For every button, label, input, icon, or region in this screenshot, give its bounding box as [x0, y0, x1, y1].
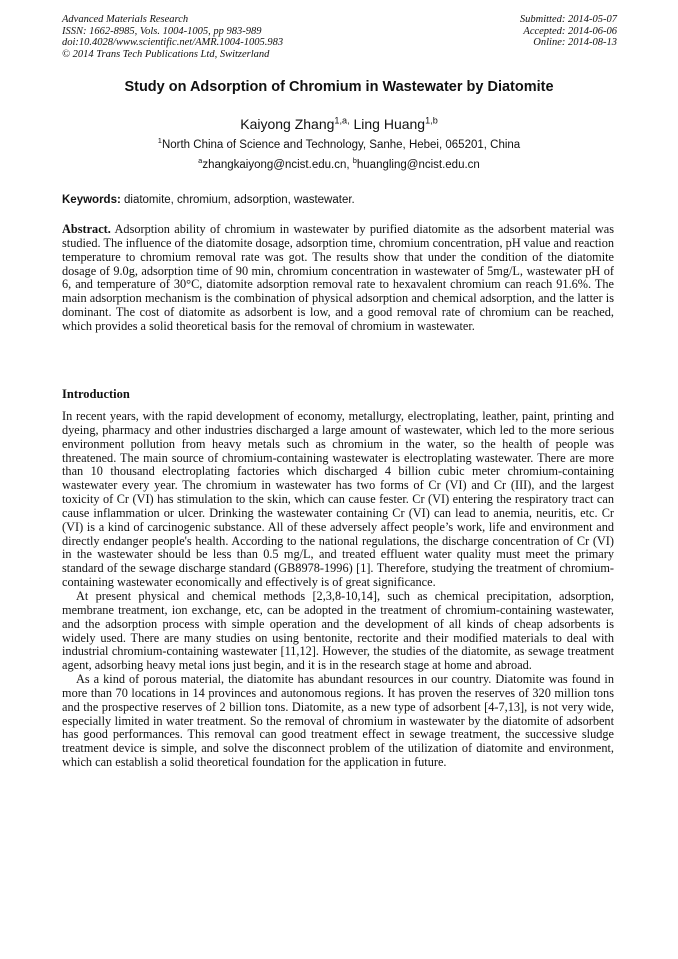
journal-copyright: © 2014 Trans Tech Publications Ltd, Switzerland: [62, 48, 270, 60]
keywords-label: Keywords:: [62, 194, 121, 206]
paragraph: At present physical and chemical methods [2,3,8-10,14], such as chemical precipitation, adsorption, membrane treatment, ion exchange, etc, can be adopted in the treatment of chromium-containing wastewater, and the adsorption process with simple operation and the development of all kinds of cheap adsorbents is widely used. There are many studies on using bentonite, rectorite and their modified materials to deal with industrial chromium-containing wastewater [11,12]. However, the studies of the diatomite, as sewage treatment agent, adsorbing heavy metal ions just begin, and it is in the research stage at home and abroad.: [62, 588, 614, 673]
abstract: [62, 223, 614, 334]
author-name: Ling Huang: [353, 116, 426, 132]
submission-dates: [520, 14, 617, 49]
author-affiliation-mark: 1,b: [425, 115, 438, 126]
journal-name: Advanced Materials Research: [62, 14, 189, 25]
email-link[interactable]: huangling@ncist.edu.cn: [356, 159, 480, 171]
journal-info: [62, 14, 283, 60]
abstract-text: Adsorption ability of chromium in wastewater by purified diatomite as the adsorbent material was studied. The influence of the diatomite dosage, adsorption time, chromium concentration, pH value and reaction temperature to chromium removal rate was got. The results show that under the condition of the diatomite dosage of 9.0g, adsorption time of 90 min, chromium concentration in wastewater of 5mg/L, wastewater pH of 6, and temperature of 30°C, diatomite adsorption removal rate to hexavalent chromium can reach 91.6%. The main adsorption mechanism is the combination of physical adsorption and chemical adsorption, and the latter is dominant. The cost of diatomite as adsorbent is low, and a good removal rate of chromium can be reached, which provides a solid theoretical basis for the removal of chromium in wastewater.: [62, 222, 614, 333]
journal-doi: doi:10.4028/www.scientific.net/AMR.1004-1005.983: [62, 37, 284, 48]
paragraph: As a kind of porous material, the diatomite has abundant resources in our country. Diatomite was found in more than 70 locations in 14 provinces and autonomous regions. It has proven the reserves of 320 million tons and the prospective reserves of 2 billion tons. Diatomite, as a new type of adsorbent [4-7,13], is not very wide, especially limited in water treatment. So the removal of chromium in wastewater by the diatomite of adsorbent has good performances. This removal can good treatment effect in sewage treatment, the successive sludge treatment device is simple, and solve the disconnect problem of the utilization of diatomite and environment, which can establish a solid theoretical foundation for the application in future.: [62, 672, 614, 770]
paper-title: Study on Adsorption of Chromium in Wastewater by Diatomite: [124, 79, 554, 95]
email-list: $^a$zhangkaiyong@ncist.edu.cn, $^b$huangling@ncist.edu.cn: [198, 156, 480, 171]
section-heading: Introduction: [62, 387, 130, 401]
abstract-label: Abstract.: [62, 222, 111, 236]
submitted-date: Submitted: 2014-05-07: [519, 14, 617, 25]
email-mark: b: [352, 156, 357, 166]
keywords-text: diatomite, chromium, adsorption, wastewater.: [124, 194, 355, 206]
affiliation-mark: 1: [157, 136, 162, 146]
journal-issn: ISSN: 1662-8985, Vols. 1004-1005, pp 983-989: [62, 25, 262, 37]
paragraph: In recent years, with the rapid development of economy, metallurgy, electroplating, leather, paint, printing and dyeing, pharmacy and other industries discharged a large amount of wastewater, which led to the more serious environment pollution from heavy metals such as chromium in the water, so the health of people was threatened. The main source of chromium-containing wastewater is electroplating wastewater. There are more than 10 thousand electroplating factories which discharged 4 billion cubic meter chromium-containing wastewater every year. The chromium in wastewater has two forms of Cr (VI) and Cr (III), and the largest toxicity of Cr (VI) has stimulation to the skin, which can cause fester. Cr (VI) entering the respiratory tract can cause inflammation or ulcer. Drinking the wastewater containing Cr (VI) can lead to anemia, neuritis, etc. Cr (VI) is a kind of carcinogenic substance. All of these adversely affect people’s work, life and environment and directly endanger people's health. According to the national regulations, the discharge concentration of Cr (VI) in the wastewater should be less than 0.5 mg/L, and treated effluent water quality must meet the primary standard of the sewage discharge standard (GB8978-1996) [1]. Therefore, studying the treatment of chromium-containing wastewater economically and effectively is of great significance.: [62, 409, 614, 590]
author-name: Kaiyong Zhang: [240, 116, 335, 132]
affiliation-text: North China of Science and Technology, Sanhe, Hebei, 065201, China: [161, 139, 521, 151]
introduction-body: [62, 410, 614, 770]
author-list: [0, 116, 678, 132]
author-affiliation-mark: 1,a,: [334, 115, 350, 126]
online-date: Online: 2014-08-13: [533, 37, 617, 48]
email-link[interactable]: zhangkaiyong@ncist.edu.cn: [202, 159, 347, 171]
email-mark: a: [198, 156, 203, 166]
affiliation: [0, 136, 678, 151]
keywords: [62, 194, 616, 206]
accepted-date: Accepted: 2014-06-06: [523, 25, 617, 37]
